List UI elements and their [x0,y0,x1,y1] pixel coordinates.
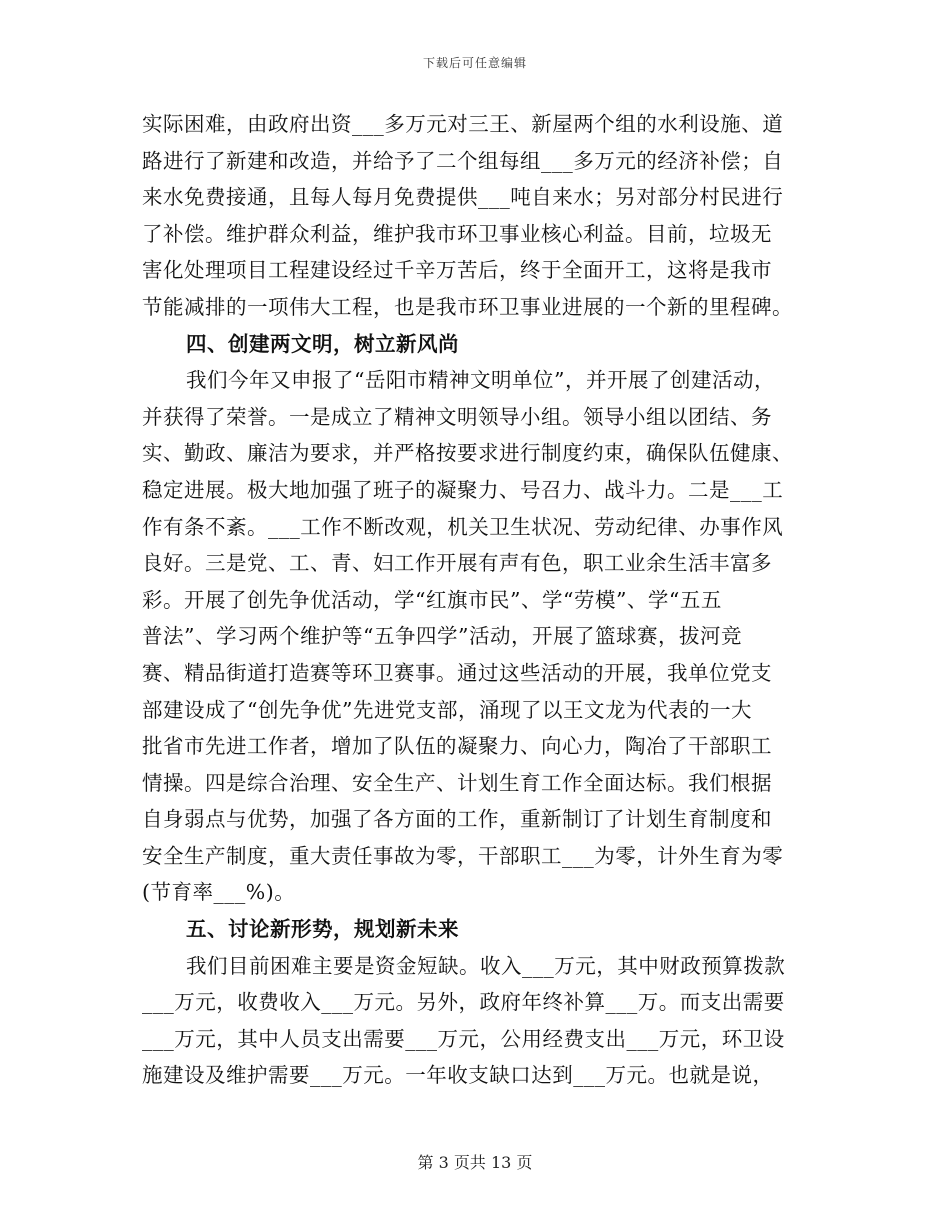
page-number: 第 3 页共 13 页 [417,1153,533,1172]
text-line: 实、勤政、廉洁为要求，并严格按要求进行制度约束，确保队伍健康、 [142,441,793,466]
text-line: 彩。开展了创先争优活动，学“红旗市民”、学“劳模”、学“五五 [142,587,722,612]
text-line: 了补偿。维护群众利益，维护我市环卫事业核心利益。目前，垃圾无 [142,221,772,246]
section-heading: 五、讨论新形势，规划新未来 [186,917,459,942]
text-line: 来水免费接通，且每人每月免费提供___吨自来水；另对部分村民进行 [142,185,784,210]
text-line: 安全生产制度，重大责任事故为零，干部职工___为零，计外生育为零 [142,843,784,868]
text-line: 批省市先进工作者，增加了队伍的凝聚力、向心力，陶冶了干部职工 [142,734,772,759]
document-body [142,106,810,1094]
text-line: 自身弱点与优势，加强了各方面的工作，重新制订了计划生育制度和 [142,807,772,832]
text-line: ___万元，其中人员支出需要___万元，公用经费支出___万元，环卫设 [142,1026,785,1051]
text-line: 赛、精品街道打造赛等环卫赛事。通过这些活动的开展，我单位党支 [142,660,772,685]
text-line: 实际困难，由政府出资___多万元对三王、新屋两个组的水利设施、道 [142,112,784,136]
text-line: 节能减排的一项伟大工程，也是我市环卫事业进展的一个新的里程碑。 [142,294,793,319]
text-line: 普法”、学习两个维护等“五争四学”活动，开展了篮球赛，拔河竞 [142,624,742,649]
section-heading: 四、创建两文明，树立新风尚 [186,331,459,356]
text-line: 稳定进展。极大地加强了班子的凝聚力、号召力、战斗力。二是___工 [142,477,784,502]
text-line: 我们今年又申报了“岳阳市精神文明单位”，并开展了创建活动， [186,368,775,393]
text-line: 我们目前困难主要是资金短缺。收入___万元，其中财政预算拨款 [186,953,786,978]
text-line: 部建设成了“创先争优”先进党支部，涌现了以王文龙为代表的一大 [142,697,752,722]
text-line: 路进行了新建和改造，并给予了二个组每组___多万元的经济补偿；自 [142,148,784,173]
text-line: 作有条不紊。___工作不断改观，机关卫生状况、劳动纪律、办事作风 [142,514,784,539]
text-line: 害化处理项目工程建设经过千辛万苦后，终于全面开工，这将是我市 [142,258,772,283]
text-line: 情操。四是综合治理、安全生产、计划生育工作全面达标。我们根据 [142,770,772,795]
text-line: ___万元，收费收入___万元。另外，政府年终补算___万。而支出需要 [142,990,785,1015]
text-line: 施建设及维护需要___万元。一年收支缺口达到___万元。也就是说， [142,1063,774,1088]
header-note: 下载后可任意编辑 [422,56,527,70]
text-line: 良好。三是党、工、青、妇工作开展有声有色，职工业余生活丰富多 [142,551,772,576]
text-line: (节育率___%)。 [142,880,296,905]
text-line: 并获得了荣誉。一是成立了精神文明领导小组。领导小组以团结、务 [142,404,772,429]
